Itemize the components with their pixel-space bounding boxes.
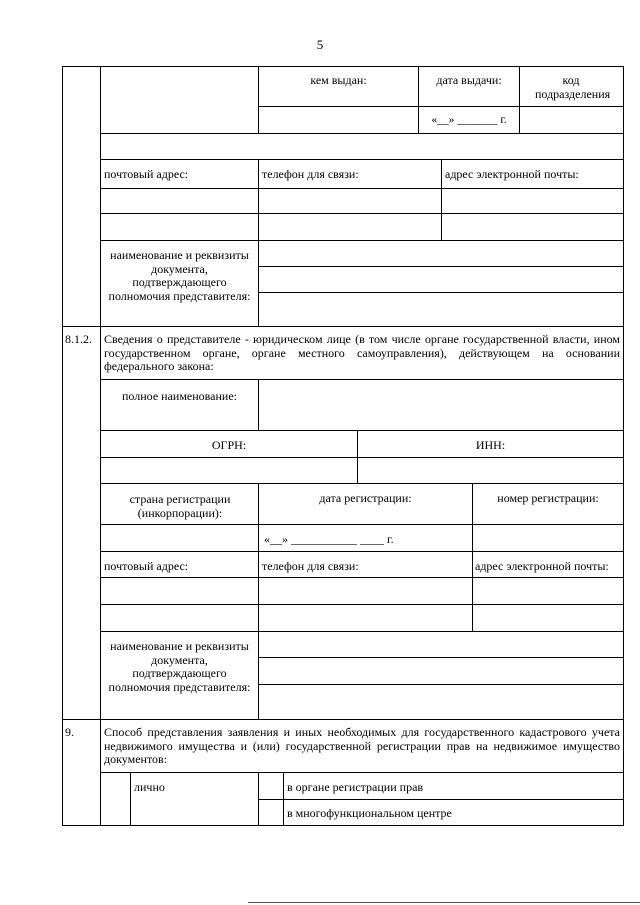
section-heading: Сведения о представителе - юридическом лице (в том числе органе государственной власти, ином государственном органе, органе местного самоуправления), действующем на основании федерального закона: <box>104 332 620 373</box>
table-rule <box>100 213 624 214</box>
table-rule <box>258 799 624 800</box>
table-rule <box>100 772 624 773</box>
table-rule <box>100 430 624 431</box>
table-rule <box>283 772 284 825</box>
registration-body-option: в органе регистрации прав <box>287 780 424 794</box>
table-rule <box>100 240 624 241</box>
section-number: 8.1.2. <box>65 332 92 346</box>
mfc-option: в многофункциональном центре <box>287 806 452 820</box>
reg-number-label: номер регистрации: <box>497 491 599 505</box>
reg-date-field[interactable]: «__» ___________ ____ г. <box>264 532 394 546</box>
table-rule <box>258 240 259 326</box>
table-rule <box>258 292 624 293</box>
full-name-label: полное наименование: <box>122 389 237 403</box>
ogrn-label: ОГРН: <box>211 438 247 452</box>
page-edge-rule <box>248 902 640 903</box>
table-rule <box>62 719 624 720</box>
table-rule <box>100 551 624 552</box>
inn-label: ИНН: <box>475 438 506 452</box>
table-border <box>62 66 624 67</box>
table-rule <box>62 326 624 327</box>
phone-label: телефон для связи: <box>262 559 359 573</box>
email-label: адрес электронной почты: <box>445 167 579 181</box>
section-heading: Способ представления заявления и иных необходимых для государственного кадастрового учета недвижимого имущества и (или) государственной регистрации прав на недвижимое имущество документов: <box>104 725 620 766</box>
reg-date-label: дата регистрации: <box>319 491 412 505</box>
email-label: адрес электронной почты: <box>475 559 609 573</box>
table-rule <box>258 684 624 685</box>
table-rule <box>100 457 624 458</box>
table-rule <box>100 159 624 160</box>
table-rule <box>357 430 358 483</box>
page-number: 5 <box>316 37 324 52</box>
reg-country-label: страна регистрации (инкорпорации): <box>129 492 231 520</box>
table-rule <box>258 551 259 631</box>
table-rule <box>258 379 259 430</box>
table-rule <box>258 631 259 719</box>
table-rule <box>100 133 624 134</box>
authority-doc-label: наименование и реквизиты документа, подтверждающего полномочия представителя: <box>108 248 251 303</box>
table-rule <box>130 772 131 825</box>
table-border <box>62 66 63 826</box>
table-rule <box>100 524 624 525</box>
table-border <box>62 825 624 826</box>
table-rule <box>100 483 624 484</box>
issue-date-field[interactable]: «__» _______ г. <box>431 114 507 126</box>
registration-body-checkbox[interactable] <box>259 773 283 799</box>
issued-by-label: кем выдан: <box>310 73 367 87</box>
in-person-label: лично <box>134 780 165 794</box>
section-number: 9. <box>65 725 74 739</box>
table-rule <box>519 66 520 133</box>
table-rule <box>100 379 624 380</box>
table-rule <box>441 159 442 240</box>
table-rule <box>472 551 473 631</box>
table-border <box>623 66 624 826</box>
table-rule <box>258 657 624 658</box>
table-rule <box>258 266 624 267</box>
table-rule <box>258 159 259 240</box>
division-code-label: код подразделения <box>535 73 611 101</box>
table-rule <box>100 188 624 189</box>
phone-label: телефон для связи: <box>262 167 359 181</box>
mfc-checkbox[interactable] <box>259 800 283 825</box>
postal-address-label: почтовый адрес: <box>104 559 189 573</box>
table-rule <box>100 631 624 632</box>
issue-date-label: дата выдачи: <box>436 73 502 87</box>
authority-doc-label: наименование и реквизиты документа, подтверждающего полномочия представителя: <box>108 639 251 694</box>
table-rule <box>258 106 624 107</box>
table-rule <box>100 577 624 578</box>
table-rule <box>100 604 624 605</box>
postal-address-label: почтовый адрес: <box>104 167 189 181</box>
